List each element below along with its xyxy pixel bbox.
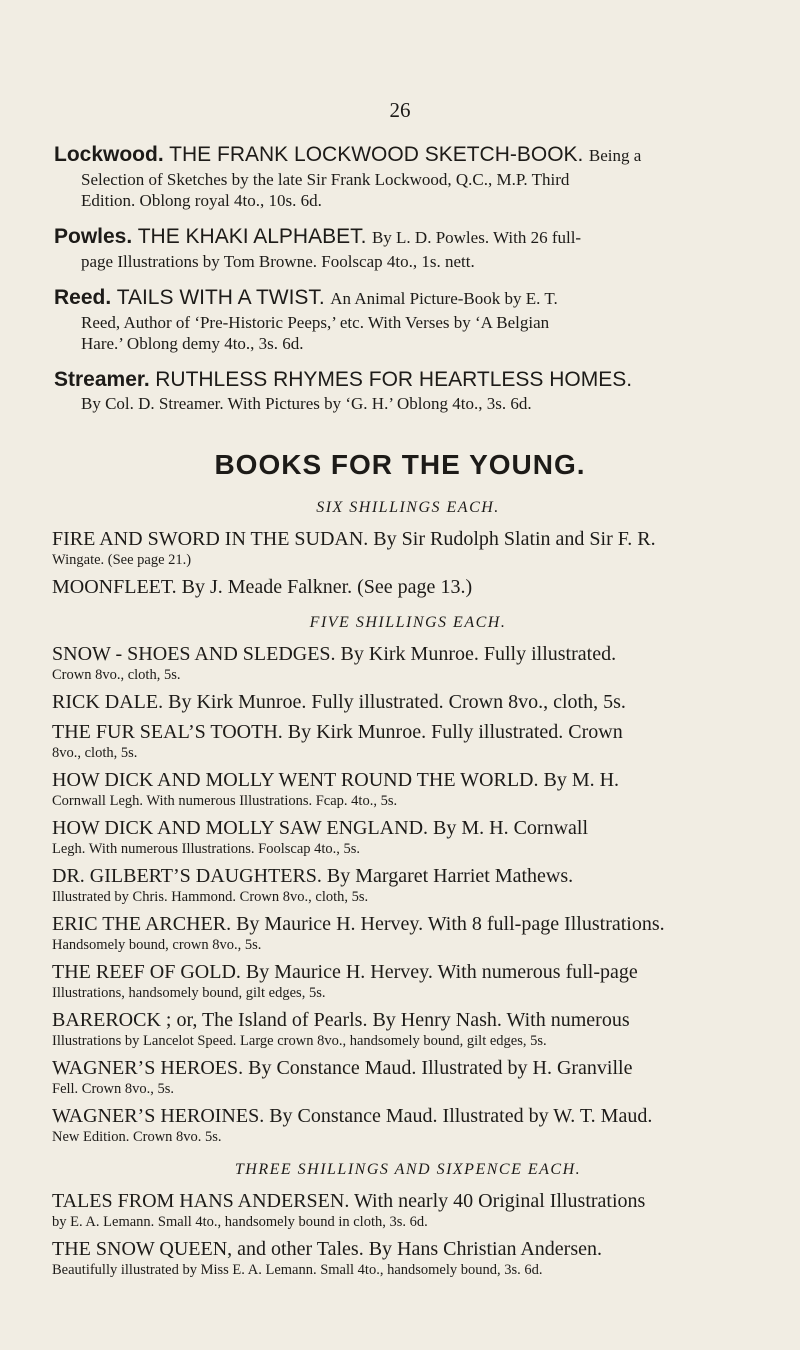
book-title: HOW DICK AND MOLLY WENT ROUND THE WORLD. By M. H. xyxy=(52,769,620,791)
entry-author: Reed. xyxy=(54,286,112,309)
book-entry xyxy=(52,575,764,599)
book-title: FIRE AND SWORD IN THE SUDAN. By Sir Rudolph Slatin and Sir F. R. xyxy=(52,528,656,550)
entry-author: Streamer. xyxy=(54,368,150,391)
catalogue-entry xyxy=(54,365,759,414)
catalogue-entry xyxy=(54,140,759,211)
book-entry xyxy=(52,768,764,810)
entry-continuation: Reed, Author of ‘Pre-Historic Peeps,’ etc. With Verses by ‘A Belgian xyxy=(81,313,550,332)
entry-continuation: page Illustrations by Tom Browne. Foolscap 4to., 1s. nett. xyxy=(81,252,475,271)
book-title: MOONFLEET. By J. Meade Falkner. (See page 13.) xyxy=(52,576,473,598)
book-title: THE REEF OF GOLD. By Maurice H. Hervey. With numerous full-page xyxy=(52,961,638,983)
entry-continuation: Edition. Oblong royal 4to., 10s. 6d. xyxy=(81,191,322,210)
book-detail: Illustrated by Chris. Hammond. Crown 8vo., cloth, 5s. xyxy=(52,889,369,905)
entry-title: THE KHAKI ALPHABET. xyxy=(137,225,367,248)
book-entry xyxy=(52,816,764,858)
top-entries xyxy=(54,140,759,425)
book-title: DR. GILBERT’S DAUGHTERS. By Margaret Harriet Mathews. xyxy=(52,865,574,887)
price-heading: THREE SHILLINGS AND SIXPENCE EACH. xyxy=(234,1161,582,1178)
book-entry xyxy=(52,912,764,954)
book-entry xyxy=(52,1008,764,1050)
book-detail: Handsomely bound, crown 8vo., 5s. xyxy=(52,937,262,953)
book-detail: New Edition. Crown 8vo. 5s. xyxy=(52,1129,222,1145)
book-entry xyxy=(52,1237,764,1279)
book-detail: Illustrations, handsomely bound, gilt edges, 5s. xyxy=(52,985,326,1001)
book-entry xyxy=(52,720,764,762)
book-title: WAGNER’S HEROES. By Constance Maud. Illustrated by H. Granville xyxy=(52,1057,633,1079)
book-title: BAREROCK ; or, The Island of Pearls. By Henry Nash. With numerous xyxy=(52,1009,630,1031)
book-detail: Illustrations by Lancelot Speed. Large crown 8vo., handsomely bound, gilt edges, 5s. xyxy=(52,1033,547,1049)
book-entry xyxy=(52,690,764,714)
book-detail: Crown 8vo., cloth, 5s. xyxy=(52,667,181,683)
page-number: 26 xyxy=(389,98,411,122)
book-detail: Beautifully illustrated by Miss E. A. Lemann. Small 4to., handsomely bound, 3s. 6d. xyxy=(52,1262,543,1278)
entry-title: THE FRANK LOCKWOOD SKETCH-BOOK. xyxy=(169,143,584,166)
entry-detail: An Animal Picture-Book by E. T. xyxy=(330,289,558,308)
catalogue-entry xyxy=(54,283,759,354)
section-heading: BOOKS FOR THE YOUNG. xyxy=(214,449,586,480)
price-heading: FIVE SHILLINGS EACH. xyxy=(309,614,507,631)
book-entry xyxy=(52,1189,764,1231)
entry-title: RUTHLESS RHYMES FOR HEARTLESS HOMES. xyxy=(155,368,633,391)
book-title: ERIC THE ARCHER. By Maurice H. Hervey. With 8 full-page Illustrations. xyxy=(52,913,665,935)
book-detail: by E. A. Lemann. Small 4to., handsomely bound in cloth, 3s. 6d. xyxy=(52,1214,428,1230)
book-title: WAGNER’S HEROINES. By Constance Maud. Illustrated by W. T. Maud. xyxy=(52,1105,653,1127)
book-title: TALES FROM HANS ANDERSEN. With nearly 40 Original Illustrations xyxy=(52,1190,646,1212)
books-for-the-young xyxy=(52,497,764,1285)
book-entry xyxy=(52,1056,764,1098)
entry-author: Powles. xyxy=(54,225,133,248)
book-entry xyxy=(52,1104,764,1146)
book-title: HOW DICK AND MOLLY SAW ENGLAND. By M. H. Cornwall xyxy=(52,817,589,839)
entry-continuation: Selection of Sketches by the late Sir Frank Lockwood, Q.C., M.P. Third xyxy=(81,170,570,189)
book-title: THE SNOW QUEEN, and other Tales. By Hans Christian Andersen. xyxy=(52,1238,602,1260)
entry-continuation: Hare.’ Oblong demy 4to., 3s. 6d. xyxy=(81,334,304,353)
book-detail: Wingate. (See page 21.) xyxy=(52,552,192,568)
book-entry xyxy=(52,960,764,1002)
entry-detail: Being a xyxy=(588,146,642,165)
book-title: THE FUR SEAL’S TOOTH. By Kirk Munroe. Fully illustrated. Crown xyxy=(52,721,623,743)
book-entry xyxy=(52,527,764,569)
entry-author: Lockwood. xyxy=(54,143,164,166)
book-detail: 8vo., cloth, 5s. xyxy=(52,745,138,761)
catalogue-entry xyxy=(54,222,759,272)
entry-title: TAILS WITH A TWIST. xyxy=(116,286,325,309)
book-detail: Cornwall Legh. With numerous Illustrations. Fcap. 4to., 5s. xyxy=(52,793,398,809)
book-title: RICK DALE. By Kirk Munroe. Fully illustrated. Crown 8vo., cloth, 5s. xyxy=(52,691,626,713)
entry-continuation: By Col. D. Streamer. With Pictures by ‘G. H.’ Oblong 4to., 3s. 6d. xyxy=(81,394,532,413)
entry-detail: By L. D. Powles. With 26 full- xyxy=(371,228,582,247)
book-detail: Legh. With numerous Illustrations. Foolscap 4to., 5s. xyxy=(52,841,361,857)
price-heading: SIX SHILLINGS EACH. xyxy=(316,499,500,516)
book-detail: Fell. Crown 8vo., 5s. xyxy=(52,1081,175,1097)
book-title: SNOW - SHOES AND SLEDGES. By Kirk Munroe. Fully illustrated. xyxy=(52,643,617,665)
book-entry xyxy=(52,864,764,906)
book-entry xyxy=(52,642,764,684)
